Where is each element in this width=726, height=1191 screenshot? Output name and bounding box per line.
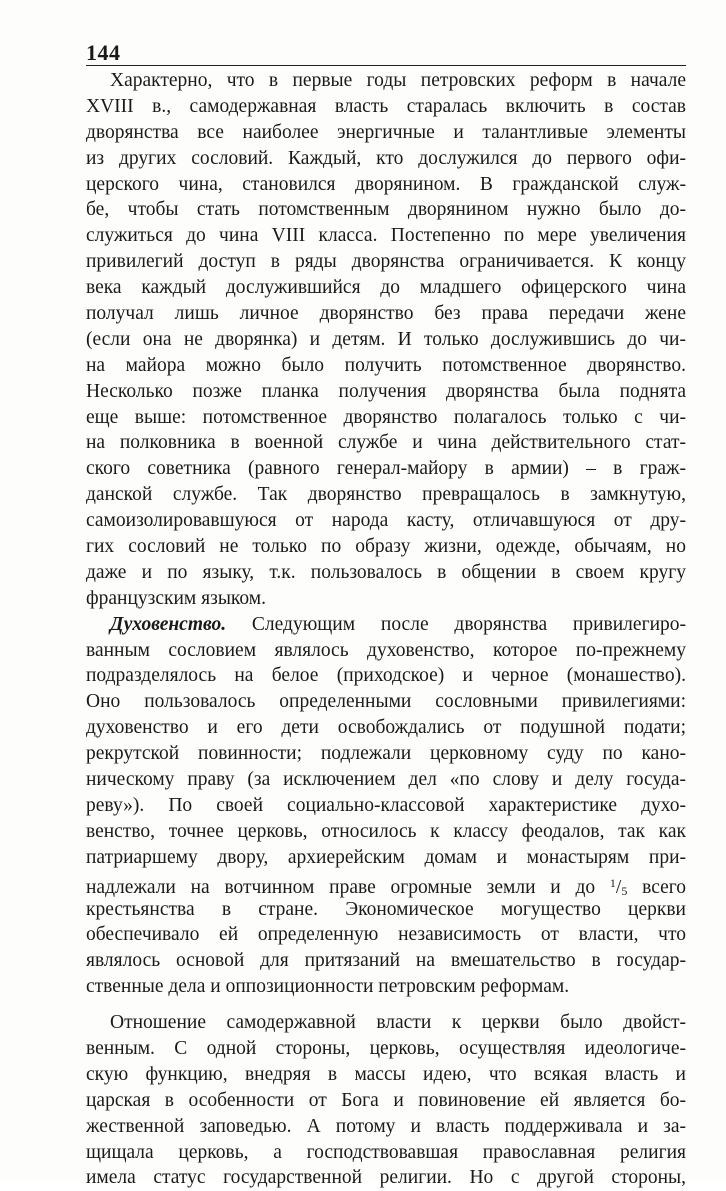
text-line: жественной заповедью. А потому и власть поддерживала и за- (86, 1115, 686, 1137)
text-run: надлежали на вотчинном праве огромные земли и до (86, 876, 596, 898)
text-line: венство, точнее церковь, относилось к классу феодалов, так как (86, 820, 686, 842)
text-line: самоизолировавшуюся от народа касту, отличавшуюся от дру- (86, 510, 686, 532)
text-line: еще выше: потомственное дворянство полагалось только с чи- (86, 406, 686, 428)
text-line: Оно пользовалось определенными сословными привилегиями: (86, 691, 686, 713)
text-line: из других сословий. Каждый, кто дослужился до первого офи- (86, 147, 686, 169)
text-line: реву»). По своей социально-классовой характеристике духо- (86, 794, 686, 816)
text-line: гих сословий не только по образу жизни, одежде, обычаям, но (86, 536, 686, 558)
text-line: имела статус государственной религии. Но с другой стороны, (86, 1167, 686, 1189)
text-line: патриаршему двору, архиерейским домам и монастырям при- (86, 846, 686, 868)
text-line: являлось основой для притязаний на вмешательство в государ- (86, 950, 686, 972)
text-line: ского советника (равного генерал-майору в армии) – в граж- (86, 458, 686, 480)
text-line: венным. С одной стороны, церковь, осуществляя идеологиче- (86, 1037, 686, 1059)
body-text (86, 68, 686, 1191)
text-line: обеспечивало ей определенную независимость от власти, что (86, 924, 686, 946)
paragraph-nobility (86, 68, 686, 612)
text-line: ственные дела и оппозиционности петровским реформам. (86, 976, 570, 998)
text-line: служиться до чина VIII класса. Постепенно по мере увеличения (86, 225, 686, 247)
text-line: Отношение самодержавной власти к церкви было двойст- (110, 1012, 686, 1034)
text-line: Несколько позже планка получения дворянства была поднята (86, 380, 686, 402)
text-line: (если она не дворянка) и детям. И только дослужившись до чи- (86, 328, 686, 350)
text-line: века каждый дослужившийся до младшего офицерского чина (86, 277, 686, 299)
paragraph-attitude (86, 1010, 686, 1191)
text-line: данской службе. Так дворянство превращалось в замкнутую, (86, 484, 686, 506)
text-line: XVIII в., самодержавная власть старалась включить в состав (86, 95, 686, 117)
text-line: церского чина, становился дворянином. В гражданской служ- (86, 173, 686, 195)
text-line: ванным сословием являлось духовенство, которое по-прежнему (86, 639, 686, 661)
text-line: щищала церковь, а господствовавшая православная религия (86, 1141, 686, 1163)
text-line (86, 612, 686, 638)
text-line: ническому праву (за исключением дел «по слову и делу госуда- (86, 769, 686, 791)
page-number: 144 (86, 40, 121, 65)
text-line: привилегий доступ в ряды дворянства ограничивается. К концу (86, 251, 686, 273)
fraction-numerator: 1 (609, 875, 616, 890)
paragraph-clergy (86, 612, 686, 1000)
text-line: дворянства все наиболее энергичные и талантливые элементы (86, 121, 686, 143)
text-line: на майора можно было получить потомственное дворянство. (86, 354, 686, 376)
text-line: даже и по языку, т.к. пользовалось в общении в своем кругу (86, 561, 686, 583)
text-line: бе, чтобы стать потомственным дворянином нужно было до- (86, 199, 686, 221)
text-line: получал лишь личное дворянство без права передачи жене (86, 303, 686, 325)
text-run: Следующим после дворянства привилегиро- (226, 613, 686, 635)
text-line: французским языком. (86, 587, 266, 609)
fraction-denominator: 5 (621, 883, 628, 898)
text-line: крестьянства в стране. Экономическое могущество церкви (86, 898, 686, 920)
text-run: всего (627, 876, 687, 898)
text-line: духовенство и его дети освобождались от подушной подати; (86, 717, 686, 739)
text-line: на полковника в военной службе и чина действительного стат- (86, 432, 686, 454)
text-line: подразделялось на белое (приходское) и черное (монашество). (86, 665, 686, 687)
text-line: скую функцию, внедряя в массы идею, что всякая власть и (86, 1063, 686, 1085)
text-line: надлежали на вотчинном праве огромные земли и до $^1$/5 всего (86, 875, 687, 898)
section-term: Духовенство. (110, 613, 227, 635)
text-line: царская в особенности от Бога и повиновение ей является бо- (86, 1089, 686, 1111)
text-line: рекрутской повинности; подлежали церковному суду по кано- (86, 743, 686, 765)
header-rule (86, 65, 686, 66)
text-line: Характерно, что в первые годы петровских реформ в начале (110, 70, 686, 91)
paragraph-gap (86, 1000, 686, 1010)
